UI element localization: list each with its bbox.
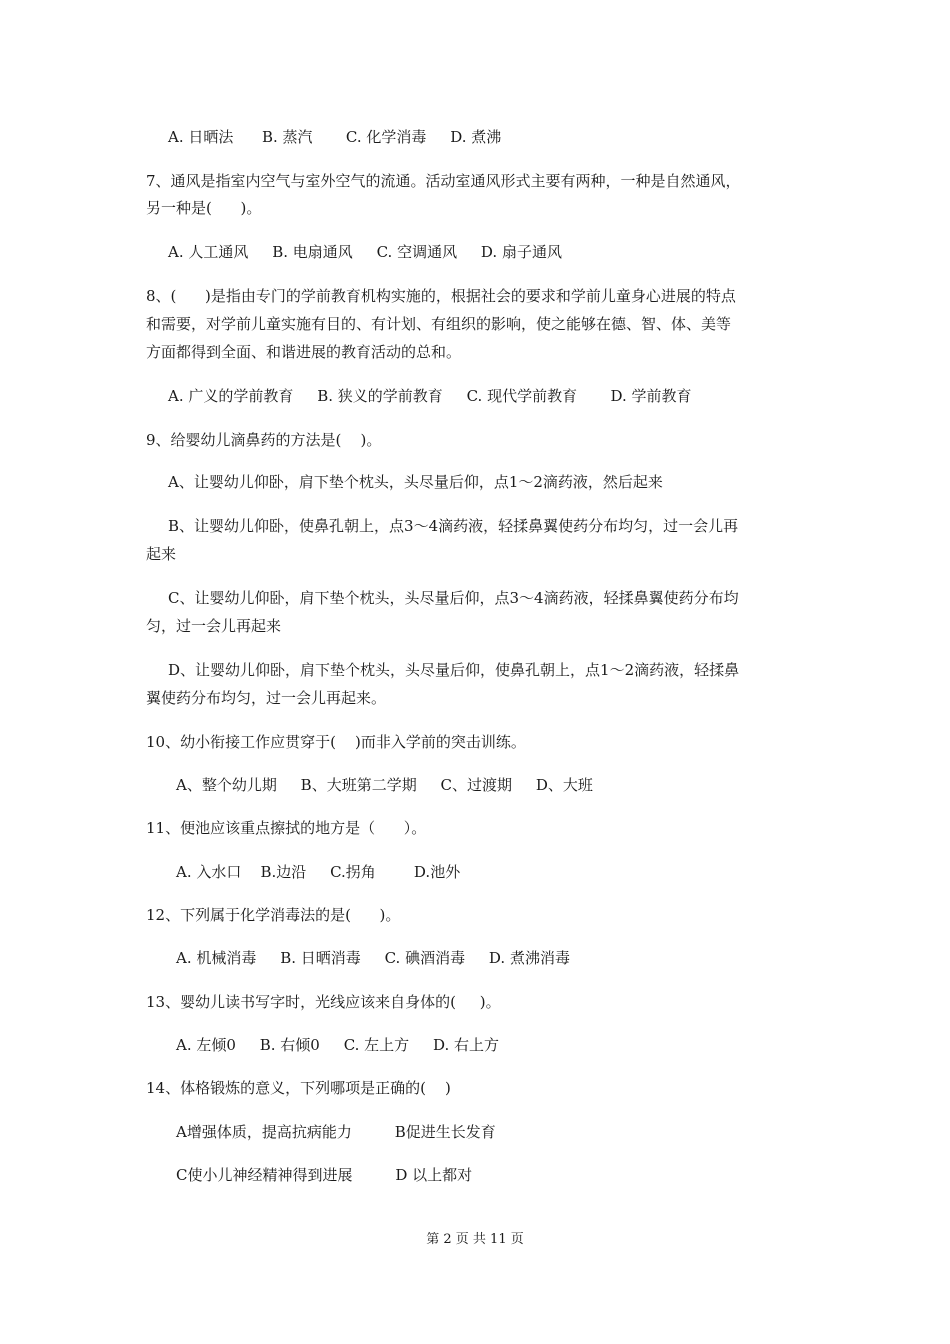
q7-stem-line1: 7、通风是指室内空气与室外空气的流通。活动室通风形式主要有两种，一种是自然通风，	[146, 172, 741, 190]
q9-option-c-line1: C、让婴幼儿仰卧，肩下垫个枕头，头尽量后仰，点3～4滴药液，轻揉鼻翼使药分布均	[168, 589, 739, 607]
q7-stem-line2: 另一种是( )。	[146, 199, 262, 217]
q6-options: A. 日晒法 B. 蒸汽 C. 化学消毒 D. 煮沸	[168, 128, 502, 146]
q8-options: A. 广义的学前教育 B. 狭义的学前教育 C. 现代学前教育 D. 学前教育	[168, 387, 692, 405]
q8-stem-line3: 方面都得到全面、和谐进展的教育活动的总和。	[146, 343, 462, 361]
q14-stem: 14、体格锻炼的意义，下列哪项是正确的( )	[146, 1079, 451, 1097]
q10-stem: 10、幼小衔接工作应贯穿于( )而非入学前的突击训练。	[146, 733, 526, 751]
q11-stem: 11、便池应该重点擦拭的地方是（ ）。	[146, 819, 427, 837]
q9-option-d-line1: D、让婴幼儿仰卧，肩下垫个枕头，头尽量后仰，使鼻孔朝上，点1～2滴药液，轻揉鼻	[168, 661, 740, 679]
q14-options-row2: C使小儿神经精神得到进展 D 以上都对	[176, 1166, 473, 1184]
q9-option-c-line2: 匀，过一会儿再起来	[146, 617, 282, 635]
q11-options: A. 入水口 B.边沿 C.拐角 D.池外	[176, 863, 461, 881]
q8-stem-line2: 和需要，对学前儿童实施有目的、有计划、有组织的影响，使之能够在德、智、体、美等	[146, 315, 732, 333]
q9-option-b-line2: 起来	[146, 545, 177, 563]
q12-stem: 12、下列属于化学消毒法的是( )。	[146, 906, 401, 924]
q13-options: A. 左倾0 B. 右倾0 C. 左上方 D. 右上方	[176, 1036, 500, 1054]
q9-option-b-line1: B、让婴幼儿仰卧，使鼻孔朝上，点3～4滴药液，轻揉鼻翼使药分布均匀，过一会儿再	[168, 517, 739, 535]
q9-option-a: A、让婴幼儿仰卧，肩下垫个枕头，头尽量后仰，点1～2滴药液，然后起来	[168, 473, 663, 491]
q10-options: A、整个幼儿期 B、大班第二学期 C、过渡期 D、大班	[176, 776, 593, 794]
q14-options-row1: A增强体质，提高抗病能力 B促进生长发育	[176, 1123, 496, 1141]
q13-stem: 13、婴幼儿读书写字时，光线应该来自身体的( )。	[146, 993, 501, 1011]
q9-option-d-line2: 翼使药分布均匀，过一会儿再起来。	[146, 689, 387, 707]
q8-stem-line1: 8、( )是指由专门的学前教育机构实施的，根据社会的要求和学前儿童身心进展的特点	[146, 287, 736, 305]
q7-options: A. 人工通风 B. 电扇通风 C. 空调通风 D. 扇子通风	[168, 243, 562, 261]
page-footer: 第 2 页 共 11 页	[426, 1232, 524, 1247]
q12-options: A. 机械消毒 B. 日晒消毒 C. 碘酒消毒 D. 煮沸消毒	[176, 949, 570, 967]
q9-stem: 9、给婴幼儿滴鼻药的方法是( )。	[146, 431, 382, 449]
